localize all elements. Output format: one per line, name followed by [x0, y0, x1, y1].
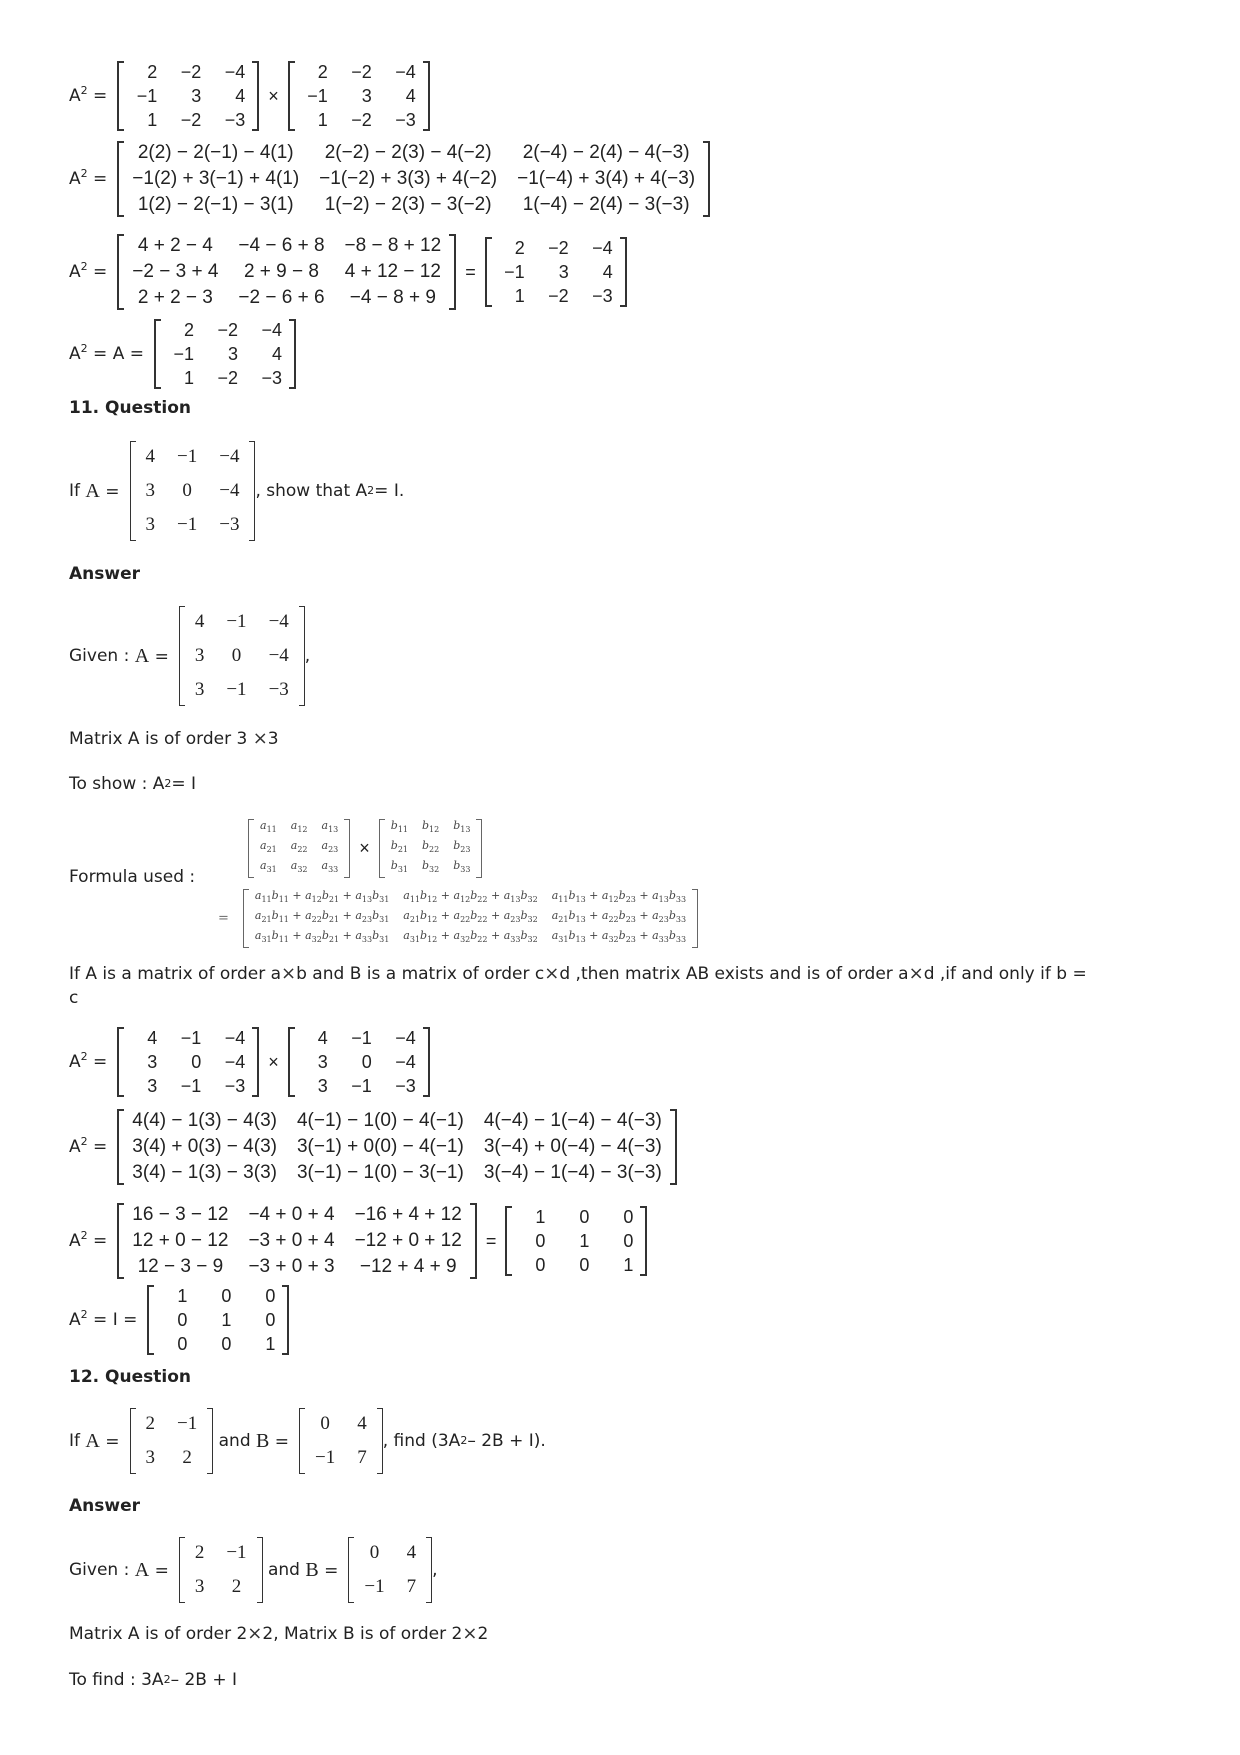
text: d ,if and only if b =: [923, 963, 1087, 984]
text: Given :: [69, 646, 130, 666]
matrix-cell: −1: [177, 1413, 198, 1434]
matrix: [288, 60, 430, 132]
variable: B: [305, 1558, 319, 1581]
text: If A is a matrix of order a: [69, 963, 282, 984]
matrix-cell: 2 + 9 − 8: [243, 261, 319, 282]
matrix-cell: $b_{23}$: [453, 839, 471, 855]
matrix-cell: $b_{12}$: [422, 819, 440, 835]
matrix-cell: −1: [504, 262, 525, 282]
matrix-cell: −4: [261, 320, 282, 340]
matrix: [348, 1536, 432, 1604]
matrix-cell: −1: [180, 1028, 202, 1048]
variable: A: [69, 344, 81, 364]
text: and: [267, 1560, 300, 1580]
matrix-cell: 3: [194, 679, 205, 700]
matrix-cell: 3: [147, 1052, 158, 1072]
text: To find : 3A: [69, 1670, 164, 1690]
matrix-cell: $b_{32}$: [422, 859, 440, 875]
matrix-cell: −1(−2) + 3(3) + 4(−2): [319, 168, 498, 189]
times-symbol: ×: [252, 728, 268, 749]
matrix: [130, 1407, 214, 1475]
answer-heading: Answer: [69, 1496, 140, 1516]
text: ,: [304, 646, 311, 666]
variable: A: [85, 479, 100, 502]
rule-statement: [69, 963, 1087, 984]
matrix-cell: −8 − 8 + 12: [344, 235, 442, 256]
matrix-cell: 2: [514, 238, 525, 258]
matrix-cell: −4: [219, 480, 240, 501]
matrix-cell: $a_{21}b_{11} + a_{22}b_{21} + a_{23}b_{31}$: [254, 909, 390, 925]
matrix-cell: −1: [226, 1542, 247, 1563]
matrix-cell: 1: [317, 110, 328, 130]
operator: =: [465, 261, 476, 282]
matrix-cell: −4: [224, 1052, 246, 1072]
matrix: [179, 605, 305, 707]
matrix-cell: −1(−4) + 3(4) + 4(−3): [517, 168, 696, 189]
equation-lhs: B =: [305, 1558, 339, 1581]
matrix-cell: −2: [180, 110, 202, 130]
matrix-cell: 4: [357, 1413, 367, 1434]
matrix-cell: −3: [592, 286, 613, 306]
superscript: 2: [80, 342, 88, 355]
matrix-cell: 3(−4) − 1(−4) − 3(−3): [483, 1162, 662, 1183]
matrix-cell: −1: [364, 1576, 385, 1597]
matrix-cell: 1: [579, 1231, 590, 1251]
equation-a-squared-expanded: [69, 140, 710, 218]
equation-lhs: $A^2$ =: [69, 1229, 108, 1251]
equation-lhs: A =: [85, 1429, 120, 1452]
operator: =: [485, 1230, 497, 1251]
question-12-statement: If A = 2 −1 3 2 and B = 0 4 −1 7 , find (3A 2 – 2B + I).: [69, 1407, 546, 1475]
matrix-cell: 2: [182, 1447, 192, 1468]
matrix-cell: 0: [177, 1310, 188, 1330]
matrix-cell: 0: [265, 1286, 276, 1306]
equation-lhs: A =: [85, 479, 120, 502]
matrix: [299, 1407, 383, 1475]
equation-lhs: $A^2$ =: [69, 260, 108, 282]
equation-lhs: $A^2$ =: [69, 167, 108, 189]
superscript: 2: [80, 1308, 88, 1321]
matrix-cell: −4: [219, 446, 240, 467]
matrix-cell: 4(−4) − 1(−4) − 4(−3): [483, 1110, 662, 1131]
to-find-statement: To find : 3A 2 – 2B + I: [69, 1670, 238, 1690]
matrix: [243, 888, 698, 949]
matrix: [379, 818, 483, 879]
matrix-cell: $a_{11}$: [260, 819, 277, 835]
text: b and B is a matrix of order c: [296, 963, 545, 984]
formula-bottom: [218, 888, 698, 949]
matrix-cell: $a_{11}b_{11} + a_{12}b_{21} + a_{13}b_{31}$: [254, 889, 390, 905]
variable: A: [69, 86, 81, 106]
matrix-cell: 1: [623, 1255, 634, 1275]
text: 3: [267, 728, 279, 749]
equation-lhs: $A^2$ =: [69, 84, 108, 106]
question-11-heading: 11. Question: [69, 398, 191, 418]
variable: A: [69, 1231, 81, 1251]
matrix-cell: −3: [219, 514, 240, 535]
matrix-cell: −2: [351, 62, 372, 82]
equation-lhs: B =: [256, 1429, 290, 1452]
matrix: [179, 1536, 263, 1604]
matrix-cell: $a_{32}$: [290, 859, 308, 875]
matrix: [248, 818, 350, 879]
matrix-cell: 3: [194, 645, 205, 666]
matrix-cell: $a_{21}b_{12} + a_{22}b_{22} + a_{23}b_{32}$: [403, 909, 538, 925]
times-symbol: ×: [908, 963, 924, 984]
superscript: 2: [80, 1050, 88, 1063]
variable: A: [69, 1310, 81, 1330]
matrix-cell: 0: [361, 1052, 372, 1072]
superscript: 2: [80, 167, 88, 180]
matrix-cell: −1: [173, 344, 194, 364]
matrix-cell: 3(−4) + 0(−4) − 4(−3): [483, 1136, 662, 1157]
matrix-cell: −4: [224, 1028, 246, 1048]
matrix-cell: 1(−2) − 2(3) − 3(−2): [324, 194, 492, 215]
matrix-cell: $b_{33}$: [453, 859, 471, 875]
matrix-cell: −1: [315, 1447, 336, 1468]
variable: B: [256, 1429, 270, 1452]
text: d ,then matrix AB exists and is of order a: [559, 963, 909, 984]
matrix-cell: −3 + 0 + 3: [248, 1256, 335, 1277]
text: and: [218, 1431, 251, 1451]
matrix-cell: 0: [623, 1231, 634, 1251]
superscript: 2: [80, 1229, 88, 1242]
matrix-cell: $a_{13}$: [321, 819, 339, 835]
matrix-cell: −2: [548, 238, 569, 258]
matrix-cell: 0: [221, 1286, 232, 1306]
matrix-cell: 12 + 0 − 12: [132, 1230, 229, 1251]
matrix-cell: −4: [268, 611, 289, 632]
matrix-cell: −1: [226, 679, 247, 700]
text: ,: [432, 1560, 438, 1580]
text: 2, Matrix B is of order 2: [262, 1623, 463, 1644]
variable: A: [69, 1052, 81, 1072]
matrix-cell: −3 + 0 + 4: [248, 1230, 335, 1251]
matrix-cell: −3: [395, 110, 416, 130]
matrix-cell: −1: [180, 1076, 202, 1096]
matrix-cell: $a_{23}$: [321, 839, 339, 855]
rule-statement-wrap: c: [69, 988, 79, 1008]
matrix-cell: 1: [183, 368, 194, 388]
matrix-cell: 4 + 12 − 12: [344, 261, 441, 282]
matrix-cell: 2: [194, 1542, 205, 1563]
matrix-cell: 7: [406, 1576, 417, 1597]
times-symbol: ×: [544, 963, 560, 984]
matrix-cell: −3: [261, 368, 282, 388]
matrix-cell: −2: [548, 286, 569, 306]
q11-equation-product: [69, 1026, 430, 1098]
matrix-cell: 3: [317, 1076, 328, 1096]
matrix-cell: −4 − 8 + 9: [349, 287, 436, 308]
matrix-cell: 4: [405, 86, 416, 106]
superscript: 2: [80, 260, 88, 273]
matrix-cell: $b_{22}$: [422, 839, 440, 855]
matrix: [117, 140, 710, 218]
given-statement: [69, 1536, 437, 1604]
equation-lhs: $A^2 = A$ =: [69, 342, 144, 364]
text: – 2B + I: [170, 1670, 238, 1690]
matrix-cell: $b_{11}$: [390, 819, 408, 835]
operator: ×: [268, 1051, 279, 1072]
operator: ×: [268, 85, 279, 106]
matrix-cell: −4: [395, 62, 416, 82]
matrix: [117, 60, 259, 132]
q11-equation-expanded: [69, 1108, 677, 1186]
matrix-cell: $a_{33}$: [321, 859, 339, 875]
matrix-cell: 0: [221, 1334, 232, 1354]
variable: A: [85, 1429, 100, 1452]
operator: ×: [359, 837, 370, 858]
to-show-statement: To show : A 2 = I: [69, 774, 197, 794]
matrix-cell: −3: [395, 1076, 416, 1096]
matrix-cell: 3(4) + 0(3) − 4(3): [132, 1136, 277, 1157]
q11-equation-result: [69, 1284, 289, 1356]
matrix: [117, 1026, 259, 1098]
formula-label: Formula used :: [69, 867, 196, 887]
matrix-cell: $a_{31}$: [260, 859, 277, 875]
matrix-cell: −3: [224, 1076, 246, 1096]
matrix-cell: 2(2) − 2(−1) − 4(1): [137, 142, 294, 163]
matrix-cell: 0: [579, 1207, 590, 1227]
matrix-cell: 4: [317, 1028, 328, 1048]
matrix-cell: $a_{31}b_{11} + a_{32}b_{21} + a_{33}b_{31}$: [254, 929, 390, 945]
q11-equation-simplified: [69, 1202, 647, 1280]
matrix-cell: 3: [227, 344, 238, 364]
matrix-cell: 1: [221, 1310, 232, 1330]
matrix-cell: −1: [307, 86, 328, 106]
matrix-cell: 12 − 3 − 9: [137, 1256, 224, 1277]
matrix: [117, 233, 456, 311]
matrix-cell: 0: [231, 645, 242, 666]
matrix-cell: 3: [145, 480, 156, 501]
matrix-cell: $a_{21}$: [260, 839, 277, 855]
equation-a-squared-product: [69, 60, 430, 132]
matrix-cell: −2: [217, 368, 238, 388]
matrix-cell: $a_{11}b_{12} + a_{12}b_{22} + a_{13}b_{32}$: [403, 889, 538, 905]
matrix-cell: −2: [217, 320, 238, 340]
matrix-cell: 1(−4) − 2(4) − 3(−3): [522, 194, 690, 215]
matrix-cell: 2: [231, 1576, 242, 1597]
equation-lhs: $A^2 = I$ =: [69, 1308, 138, 1330]
matrix-cell: 1: [265, 1334, 276, 1354]
matrix-cell: 3(−1) + 0(0) − 4(−1): [296, 1136, 464, 1157]
matrix-cell: −4: [268, 645, 289, 666]
text: = I.: [374, 481, 405, 501]
equation-a-squared-simplified: [69, 233, 627, 311]
matrix-cell: 2: [147, 62, 158, 82]
matrix-cell: 4: [602, 262, 613, 282]
matrix-cell: 3: [145, 514, 156, 535]
matrix-cell: 2: [317, 62, 328, 82]
matrix-cell: −2 − 6 + 6: [238, 287, 325, 308]
matrix: [147, 1284, 289, 1356]
text: Matrix A is of order 3: [69, 728, 248, 749]
equation-a-squared-result: [69, 318, 296, 390]
matrix-cell: −2 − 3 + 4: [132, 261, 219, 282]
text: 2: [477, 1623, 489, 1644]
matrix-cell: 4: [406, 1542, 417, 1563]
matrix-cell: 1: [177, 1286, 188, 1306]
matrix-cell: −1: [177, 514, 198, 535]
matrix-cell: 0: [320, 1413, 330, 1434]
matrix: [485, 236, 627, 308]
matrix-cell: 0: [177, 1334, 188, 1354]
matrix-cell: −1: [351, 1076, 372, 1096]
matrix: [117, 1108, 677, 1186]
matrix-cell: 3: [361, 86, 372, 106]
matrix: [288, 1026, 430, 1098]
matrix-cell: $a_{21}b_{13} + a_{22}b_{23} + a_{23}b_{33}$: [551, 909, 687, 925]
variable: A: [69, 262, 81, 282]
equation-lhs: $A^2$ =: [69, 1135, 108, 1157]
variable: A: [69, 1137, 81, 1157]
text: Matrix A is of order 2: [69, 1623, 248, 1644]
text: Given :: [69, 1560, 130, 1580]
matrix-cell: −16 + 4 + 12: [354, 1204, 462, 1225]
matrix-cell: −4: [592, 238, 613, 258]
matrix-cell: $a_{11}b_{13} + a_{12}b_{23} + a_{13}b_{33}$: [551, 889, 687, 905]
matrix-cell: −1(2) + 3(−1) + 4(1): [132, 168, 300, 189]
matrix-cell: 2(−4) − 2(4) − 4(−3): [522, 142, 690, 163]
matrix-cell: −4: [395, 1052, 416, 1072]
superscript: 2: [80, 1135, 88, 1148]
matrix-cell: −3: [224, 110, 246, 130]
matrix-cell: 0: [369, 1542, 380, 1563]
matrix-cell: −4: [224, 62, 246, 82]
matrix: [130, 440, 256, 542]
matrix-cell: 2: [145, 1413, 156, 1434]
matrix-cell: 3(−1) − 1(0) − 3(−1): [296, 1162, 464, 1183]
matrix-cell: $a_{31}b_{13} + a_{32}b_{23} + a_{33}b_{33}$: [551, 929, 687, 945]
matrix-cell: 0: [579, 1255, 590, 1275]
text: To show : A: [69, 774, 165, 794]
text: If: [69, 481, 80, 501]
matrix-cell: 4: [271, 344, 282, 364]
matrix-cell: 4: [147, 1028, 158, 1048]
matrix-cell: 3: [558, 262, 569, 282]
matrix-cell: 2(−2) − 2(3) − 4(−2): [324, 142, 492, 163]
text: – 2B + I).: [467, 1431, 546, 1451]
times-symbol: ×: [462, 1623, 478, 1644]
matrix-cell: −1: [136, 86, 158, 106]
equation-lhs: A =: [134, 1558, 169, 1581]
times-symbol: ×: [247, 1623, 263, 1644]
equation-lhs: $A^2$ =: [69, 1050, 108, 1072]
matrix-cell: 3: [194, 1576, 205, 1597]
matrix-cell: 3: [147, 1076, 158, 1096]
matrix-cell: 1(2) − 2(−1) − 3(1): [137, 194, 294, 215]
text: = I: [171, 774, 197, 794]
order-statement: [69, 728, 279, 749]
matrix-cell: 1: [147, 110, 158, 130]
matrix-cell: $b_{31}$: [390, 859, 408, 875]
matrix-cell: 0: [535, 1231, 546, 1251]
matrix-cell: −4 + 0 + 4: [248, 1204, 335, 1225]
matrix-cell: 4(4) − 1(3) − 4(3): [132, 1110, 277, 1131]
matrix: [505, 1205, 647, 1277]
matrix-cell: −1: [351, 1028, 372, 1048]
matrix: [117, 1202, 477, 1280]
matrix-cell: 3: [317, 1052, 328, 1072]
order-statement: [69, 1623, 488, 1644]
matrix: [154, 318, 296, 390]
given-statement: [69, 605, 310, 707]
matrix-cell: 0: [535, 1255, 546, 1275]
matrix-cell: −12 + 4 + 9: [359, 1256, 457, 1277]
matrix-cell: 0: [182, 480, 192, 501]
matrix-cell: −4 − 6 + 8: [238, 235, 325, 256]
superscript: 2: [80, 84, 88, 97]
matrix-cell: 2 + 2 − 3: [137, 287, 213, 308]
times-symbol: ×: [281, 963, 297, 984]
matrix-cell: 7: [357, 1447, 367, 1468]
text: , show that A: [255, 481, 368, 501]
matrix-cell: $a_{31}b_{12} + a_{32}b_{22} + a_{33}b_{32}$: [403, 929, 538, 945]
question-11-statement: If A = 4 −1 −4 3 0 −4 3 −1 −3 , show that A 2 = I.: [69, 440, 404, 542]
matrix-cell: −1: [177, 446, 198, 467]
matrix-cell: −3: [268, 679, 289, 700]
matrix-cell: 4: [145, 446, 156, 467]
matrix-cell: 3: [145, 1447, 156, 1468]
matrix-cell: 16 − 3 − 12: [132, 1204, 229, 1225]
matrix-cell: 4: [235, 86, 246, 106]
matrix-cell: 1: [535, 1207, 546, 1227]
matrix-cell: 4: [194, 611, 205, 632]
matrix-cell: 0: [191, 1052, 202, 1072]
matrix-cell: 0: [623, 1207, 634, 1227]
matrix-cell: 3: [191, 86, 202, 106]
matrix-cell: −12 + 0 + 12: [354, 1230, 462, 1251]
matrix-cell: −1: [226, 611, 247, 632]
matrix-cell: −4: [395, 1028, 416, 1048]
equation-lhs: A =: [134, 644, 169, 667]
text: If: [69, 1431, 80, 1451]
matrix-cell: 2: [183, 320, 194, 340]
matrix-cell: −2: [351, 110, 372, 130]
text: , find (3A: [382, 1431, 461, 1451]
matrix-cell: 3(4) − 1(3) − 3(3): [132, 1162, 277, 1183]
matrix-cell: 4(−1) − 1(0) − 4(−1): [296, 1110, 464, 1131]
matrix-cell: $b_{13}$: [453, 819, 471, 835]
matrix-cell: −2: [180, 62, 202, 82]
variable: A: [134, 1558, 150, 1581]
variable: A: [69, 169, 81, 189]
matrix-cell: 0: [265, 1310, 276, 1330]
matrix-cell: 4 + 2 − 4: [137, 235, 213, 256]
formula-top: [248, 818, 482, 879]
equals-sign: =: [218, 910, 229, 926]
matrix-cell: 1: [514, 286, 525, 306]
matrix-cell: $a_{22}$: [290, 839, 308, 855]
matrix-cell: $a_{12}$: [290, 819, 308, 835]
variable: A: [134, 644, 150, 667]
question-12-heading: 12. Question: [69, 1367, 191, 1387]
matrix-cell: $b_{21}$: [390, 839, 408, 855]
answer-heading: Answer: [69, 564, 140, 584]
